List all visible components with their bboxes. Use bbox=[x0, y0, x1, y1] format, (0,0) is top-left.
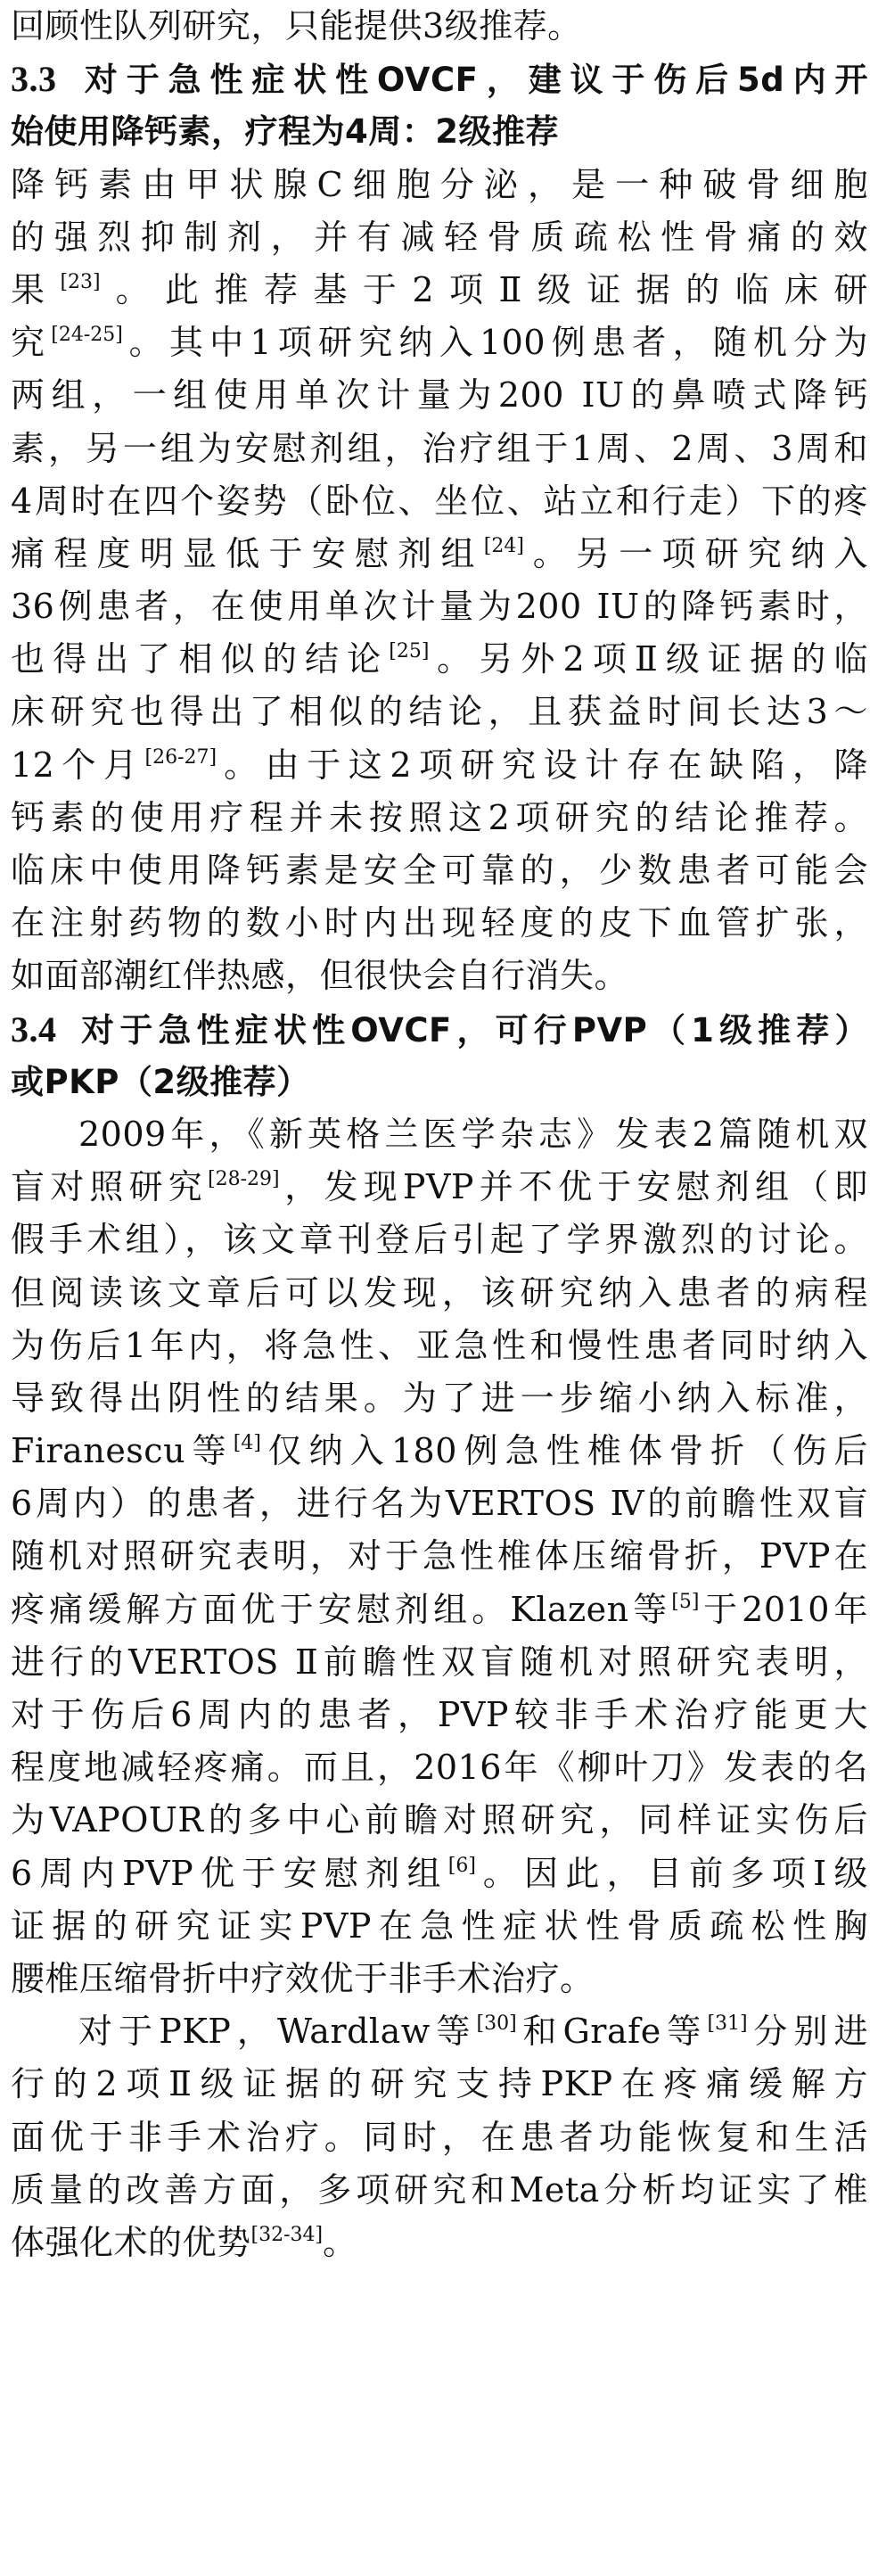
text-line bbox=[11, 1161, 868, 1214]
citation: [5] bbox=[671, 1590, 700, 1613]
line-text: 仅纳入180例急性椎体骨折（伤后 bbox=[260, 1431, 868, 1471]
text-line bbox=[11, 1108, 868, 1161]
line-text: 对于伤后6周内的患者，PVP较非手术治疗能更大 bbox=[11, 1695, 868, 1734]
line-text: 。另一项研究纳入 bbox=[523, 533, 868, 573]
line-text: 4周时在四个姿势（卧位、坐位、站立和行走）下的疼 bbox=[11, 481, 868, 521]
text-line bbox=[11, 897, 868, 950]
line-text: 于2010年 bbox=[699, 1589, 868, 1629]
line-text: 进行的VERTOS Ⅱ前瞻性双盲随机对照研究表明， bbox=[11, 1642, 868, 1682]
line-text: 。由于这2项研究设计存在缺陷，降 bbox=[217, 745, 868, 785]
citation: [23] bbox=[60, 270, 101, 293]
citation: [31] bbox=[707, 2012, 748, 2036]
text-line bbox=[11, 792, 868, 844]
line-text: 程度地减轻疼痛。而且，2016年《柳叶刀》发表的名 bbox=[11, 1748, 868, 1788]
text-line bbox=[11, 1584, 868, 1636]
line-text: 体强化术的优势 bbox=[11, 2222, 251, 2262]
text-line bbox=[11, 1848, 868, 1900]
text-line bbox=[11, 475, 868, 528]
line-text: 究 bbox=[11, 323, 52, 363]
line-text: 两组，一组使用单次计量为200 IU的鼻喷式降钙 bbox=[11, 375, 868, 416]
text-line bbox=[11, 633, 868, 686]
line-text: 6周内）的患者，进行名为VERTOS Ⅳ的前瞻性双盲 bbox=[11, 1484, 868, 1524]
text-line bbox=[11, 2058, 868, 2111]
line-text: 。另外2项Ⅱ级证据的临 bbox=[429, 639, 868, 679]
line-text: 6周内PVP优于安慰剂组 bbox=[11, 1853, 448, 1893]
line-text: 也得出了相似的结论 bbox=[11, 639, 390, 679]
text-line bbox=[11, 686, 868, 738]
line-text: 和Grafe等 bbox=[516, 2012, 708, 2052]
line-text: 果 bbox=[11, 269, 61, 309]
text-line bbox=[11, 1741, 868, 1794]
line-text: 。因此，目前多项Ⅰ级 bbox=[475, 1853, 868, 1893]
line-text: 临床中使用降钙素是安全可靠的，少数患者可能会 bbox=[11, 851, 868, 890]
line-text: 但阅读该文章后可以发现，该研究纳入患者的病程 bbox=[11, 1272, 868, 1313]
line-text: 随机对照研究表明，对于急性椎体压缩骨折，PVP在 bbox=[11, 1536, 868, 1576]
text-line bbox=[11, 1425, 868, 1477]
line-text: 36例患者，在使用单次计量为200 IU的降钙素时， bbox=[11, 587, 868, 627]
section-3-3-heading bbox=[11, 53, 868, 105]
citation: [24] bbox=[483, 534, 524, 557]
text-line bbox=[11, 159, 868, 211]
citation: [32-34] bbox=[250, 2223, 324, 2246]
line-text: Firanescu等 bbox=[11, 1431, 234, 1471]
section-3-4-heading bbox=[11, 1003, 868, 1056]
line-text: 分别进 bbox=[747, 2012, 868, 2052]
citation: [26-27] bbox=[144, 745, 217, 769]
line-text: 盲对照研究 bbox=[11, 1167, 208, 1207]
section-3-3-paragraph bbox=[11, 159, 868, 1003]
line-text: ，发现PVP并不优于安慰剂组（即 bbox=[279, 1167, 868, 1207]
text-line bbox=[11, 580, 868, 633]
document-page bbox=[11, 0, 868, 2269]
line-text: 。此推荐基于2项Ⅱ级证据的临床研 bbox=[100, 269, 868, 309]
citation: [30] bbox=[476, 2012, 517, 2036]
citation: [25] bbox=[389, 640, 430, 663]
line-text: 腰椎压缩骨折中疗效优于非手术治疗。 bbox=[11, 1958, 595, 1998]
text-line bbox=[11, 844, 868, 897]
line-text: 素，另一组为安慰剂组，治疗组于1周、2周、3周和 bbox=[11, 428, 868, 468]
section-number: 3.3 bbox=[11, 59, 57, 100]
citation: [24-25] bbox=[51, 324, 123, 347]
line-text: 行的2项Ⅱ级证据的研究支持PKP在疼痛缓解方 bbox=[11, 2064, 868, 2104]
line-text: 疼痛缓解方面优于安慰剂组。Klazen等 bbox=[11, 1589, 672, 1629]
text-line bbox=[11, 423, 868, 475]
line-text: 。 bbox=[323, 2222, 357, 2262]
text-line bbox=[11, 739, 868, 792]
text-line bbox=[11, 2217, 868, 2269]
citation: [4] bbox=[233, 1432, 261, 1455]
line-text: 。其中1项研究纳入100例患者，随机分为 bbox=[122, 323, 868, 363]
text-line bbox=[11, 369, 868, 422]
section-number: 3.4 bbox=[11, 1008, 57, 1049]
text-line bbox=[11, 264, 868, 317]
text-line bbox=[11, 2111, 868, 2164]
text-line bbox=[11, 1372, 868, 1425]
citation: [6] bbox=[447, 1854, 476, 1877]
line-text: 钙素的使用疗程并未按照这2项研究的结论推荐。 bbox=[11, 797, 868, 837]
line-text: 质量的改善方面，多项研究和Meta分析均证实了椎 bbox=[11, 2169, 868, 2210]
line-text: 面优于非手术治疗。同时，在患者功能恢复和生活 bbox=[11, 2117, 868, 2157]
text-line bbox=[11, 950, 868, 1002]
line-text: 降钙素由甲状腺C细胞分泌，是一种破骨细胞 bbox=[11, 164, 868, 204]
line-text: 为伤后1年内，将急性、亚急性和慢性患者同时纳入 bbox=[11, 1325, 868, 1365]
section-3-4-heading-cont: 或PKP（2级推荐） bbox=[11, 1062, 310, 1101]
text-line bbox=[11, 2164, 868, 2217]
line-text: 证据的研究证实PVP在急性症状性骨质疏松性胸 bbox=[11, 1905, 868, 1946]
text-line bbox=[11, 211, 868, 264]
line-text: 的强烈抑制剂，并有减轻骨质疏松性骨痛的效 bbox=[11, 217, 868, 257]
text-line bbox=[11, 1900, 868, 1953]
line-text: 为VAPOUR的多中心前瞻对照研究，同样证实伤后 bbox=[11, 1800, 868, 1840]
line-text: 导致得出阴性的结果。为了进一步缩小纳入标准， bbox=[11, 1378, 868, 1418]
text-line bbox=[11, 317, 868, 369]
text-line bbox=[11, 1794, 868, 1847]
text-line bbox=[11, 1214, 868, 1266]
text-line bbox=[11, 1530, 868, 1583]
section-3-4-paragraph-1 bbox=[11, 1108, 868, 2005]
heading-text: 对于急性症状性OVCF，建议于伤后5d内开 bbox=[76, 61, 868, 100]
line-text: 2009年，《新英格兰医学杂志》发表2篇随机双 bbox=[78, 1114, 868, 1154]
line-text: 假手术组），该文章刊登后引起了学界激烈的讨论。 bbox=[11, 1220, 868, 1260]
line-text: 对于PKP，Wardlaw等 bbox=[78, 2012, 477, 2052]
text-line bbox=[11, 2005, 868, 2058]
text-line bbox=[11, 1320, 868, 1372]
section-3-3-heading-cont: 始使用降钙素，疗程为4周：2级推荐 bbox=[11, 112, 559, 152]
line-text: 如面部潮红伴热感，但很快会自行消失。 bbox=[11, 956, 629, 996]
line-text: 痛程度明显低于安慰剂组 bbox=[11, 533, 484, 573]
intro-line: 回顾性队列研究，只能提供3级推荐。 bbox=[11, 6, 582, 45]
line-text: 床研究也得出了相似的结论，且获益时间长达3～ bbox=[11, 692, 868, 732]
text-line bbox=[11, 1953, 868, 2005]
text-line bbox=[11, 1477, 868, 1530]
text-line bbox=[11, 1689, 868, 1741]
section-3-4-paragraph-2 bbox=[11, 2005, 868, 2269]
heading-text: 对于急性症状性OVCF，可行PVP（1级推荐） bbox=[76, 1010, 868, 1049]
citation: [28-29] bbox=[208, 1168, 280, 1191]
text-line bbox=[11, 1636, 868, 1689]
text-line bbox=[11, 1267, 868, 1320]
line-text: 在注射药物的数小时内出现轻度的皮下血管扩张， bbox=[11, 903, 868, 943]
text-line bbox=[11, 528, 868, 580]
line-text: 12个月 bbox=[11, 745, 145, 785]
